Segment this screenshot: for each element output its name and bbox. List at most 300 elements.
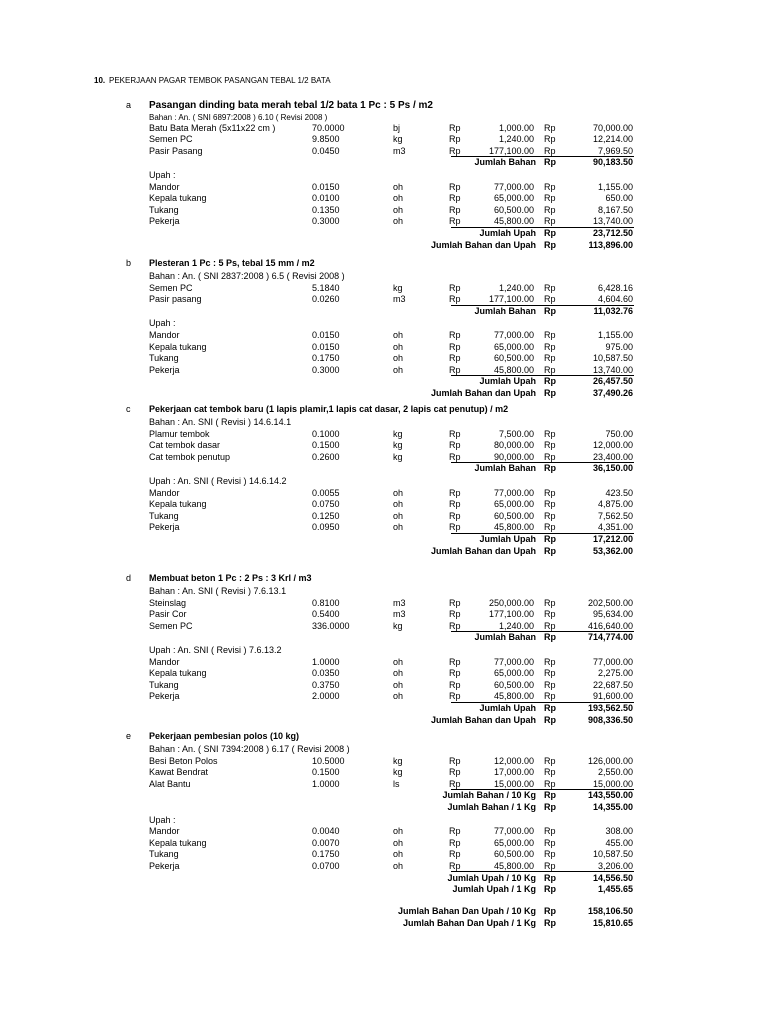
item-total: 975.00 (605, 341, 633, 352)
item-unit-price: 60,500.00 (493, 510, 534, 521)
bahan-reference: Bahan : An. ( SNI 2837:2008 ) 6.5 ( Revisi 2008 ) (149, 270, 345, 281)
total-label: Jumlah Bahan Dan Upah / 10 Kg (397, 906, 536, 917)
total-currency: Rp (544, 463, 556, 474)
total-value: 193,562.50 (587, 702, 633, 713)
item-name: Pekerja (149, 860, 180, 871)
total-currency: Rp (544, 227, 556, 238)
item-total-currency: Rp (544, 451, 556, 462)
item-coefficient: 0.3000 (312, 216, 340, 227)
item-total-currency: Rp (544, 341, 556, 352)
total-currency: Rp (544, 239, 556, 250)
item-currency: Rp (449, 353, 461, 364)
item-total: 12,214.00 (592, 134, 633, 145)
total-currency: Rp (544, 387, 556, 398)
item-total: 202,500.00 (587, 597, 633, 608)
item-unit: oh (393, 499, 404, 510)
item-coefficient: 0.0700 (312, 860, 340, 871)
section-letter: c (126, 404, 131, 414)
item-name: Pekerja (149, 522, 180, 533)
total-label: Jumlah Bahan / 1 Kg (447, 801, 536, 812)
upah-reference: Upah : An. SNI ( Revisi ) 14.6.14.2 (149, 475, 287, 486)
item-unit-price: 1,240.00 (498, 282, 534, 293)
item-currency: Rp (449, 755, 461, 766)
total-label: Jumlah Upah / 10 Kg (447, 872, 536, 883)
item-unit: m3 (393, 597, 406, 608)
item-coefficient: 0.3750 (312, 679, 340, 690)
item-coefficient: 0.5400 (312, 609, 340, 620)
item-unit: oh (393, 522, 404, 533)
item-total-currency: Rp (544, 691, 556, 702)
item-total: 4,351.00 (597, 522, 633, 533)
item-currency: Rp (449, 294, 461, 305)
item-currency: Rp (449, 329, 461, 340)
item-total-currency: Rp (544, 204, 556, 215)
item-name: Tukang (149, 849, 179, 860)
item-coefficient: 0.0150 (312, 329, 340, 340)
item-coefficient: 0.2600 (312, 451, 340, 462)
total-label: Jumlah Bahan (474, 632, 536, 643)
item-unit: oh (393, 181, 404, 192)
total-value: 17,212.00 (592, 533, 633, 544)
item-total: 423.50 (605, 487, 633, 498)
section-letter: d (126, 573, 132, 583)
bahan-reference: Bahan : An. ( SNI 6897:2008 ) 6.10 ( Revisi 2008 ) (149, 113, 328, 122)
total-currency: Rp (544, 305, 556, 316)
item-coefficient: 0.0950 (312, 522, 340, 533)
total-currency: Rp (544, 632, 556, 643)
item-name: Mandor (149, 329, 180, 340)
total-label: Jumlah Upah (479, 376, 536, 387)
item-name: Pasir Cor (149, 609, 187, 620)
item-coefficient: 1.0000 (312, 778, 340, 789)
doc-title: PEKERJAAN PAGAR TEMBOK PASANGAN TEBAL 1/2 BATA (109, 76, 331, 85)
item-total: 308.00 (605, 826, 633, 837)
item-currency: Rp (449, 216, 461, 227)
item-coefficient: 70.0000 (312, 122, 345, 133)
item-unit-price: 45,800.00 (493, 860, 534, 871)
item-total-currency: Rp (544, 353, 556, 364)
item-unit: kg (393, 620, 403, 631)
item-unit-price: 65,000.00 (493, 341, 534, 352)
item-total-currency: Rp (544, 428, 556, 439)
item-coefficient: 0.0750 (312, 499, 340, 510)
item-name: Pekerja (149, 216, 180, 227)
bahan-reference: Bahan : An. SNI ( Revisi ) 14.6.14.1 (149, 416, 292, 427)
item-total-currency: Rp (544, 487, 556, 498)
item-unit: kg (393, 451, 403, 462)
item-unit-price: 17,000.00 (493, 767, 534, 778)
item-currency: Rp (449, 679, 461, 690)
item-coefficient: 0.1250 (312, 510, 340, 521)
total-label: Jumlah Upah (479, 533, 536, 544)
item-total: 10,587.50 (592, 353, 633, 364)
section-letter: e (126, 731, 132, 741)
item-coefficient: 0.0350 (312, 668, 340, 679)
item-unit-price: 1,240.00 (498, 620, 534, 631)
total-value: 158,106.50 (587, 906, 633, 917)
item-unit: oh (393, 353, 404, 364)
item-unit: m3 (393, 145, 406, 156)
total-label: Jumlah Bahan (474, 305, 536, 316)
item-unit: kg (393, 134, 403, 145)
total-value: 908,336.50 (587, 714, 633, 725)
total-currency: Rp (544, 533, 556, 544)
item-total-currency: Rp (544, 668, 556, 679)
item-total: 650.00 (605, 193, 633, 204)
item-coefficient: 0.1750 (312, 849, 340, 860)
item-unit-price: 77,000.00 (493, 329, 534, 340)
item-name: Tukang (149, 353, 179, 364)
total-label: Jumlah Bahan / 10 Kg (442, 790, 536, 801)
item-total-currency: Rp (544, 499, 556, 510)
item-coefficient: 0.0100 (312, 193, 340, 204)
item-unit-price: 65,000.00 (493, 499, 534, 510)
item-coefficient: 0.3000 (312, 364, 340, 375)
total-label: Jumlah Bahan dan Upah (430, 545, 536, 556)
item-total: 91,600.00 (592, 691, 633, 702)
upah-reference: Upah : (149, 169, 176, 180)
item-total-currency: Rp (544, 134, 556, 145)
total-label: Jumlah Bahan Dan Upah / 1 Kg (402, 917, 536, 928)
total-currency: Rp (544, 801, 556, 812)
item-unit: oh (393, 487, 404, 498)
item-currency: Rp (449, 122, 461, 133)
item-name: Besi Beton Polos (149, 755, 218, 766)
item-unit: oh (393, 691, 404, 702)
item-coefficient: 5.1840 (312, 282, 340, 293)
item-total-currency: Rp (544, 193, 556, 204)
item-unit: oh (393, 204, 404, 215)
item-total: 416,640.00 (587, 620, 633, 631)
item-currency: Rp (449, 778, 461, 789)
item-unit: oh (393, 341, 404, 352)
total-value: 11,032.76 (593, 305, 633, 316)
item-name: Pasir Pasang (149, 145, 203, 156)
item-coefficient: 0.0150 (312, 181, 340, 192)
item-name: Pasir pasang (149, 294, 202, 305)
item-total-currency: Rp (544, 440, 556, 451)
item-total-currency: Rp (544, 329, 556, 340)
item-unit-price: 12,000.00 (493, 755, 534, 766)
item-total: 77,000.00 (592, 656, 633, 667)
item-unit-price: 65,000.00 (493, 837, 534, 848)
item-coefficient: 0.0055 (312, 487, 340, 498)
item-unit: oh (393, 679, 404, 690)
item-total: 4,604.60 (597, 294, 633, 305)
item-currency: Rp (449, 499, 461, 510)
total-value: 26,457.50 (592, 376, 633, 387)
item-total: 22,687.50 (592, 679, 633, 690)
item-unit: oh (393, 668, 404, 679)
item-name: Kepala tukang (149, 193, 207, 204)
item-unit-price: 90,000.00 (493, 451, 534, 462)
item-name: Pekerja (149, 691, 180, 702)
total-value: 23,712.50 (592, 227, 633, 238)
total-currency: Rp (544, 884, 556, 895)
item-unit-price: 60,500.00 (493, 679, 534, 690)
item-total-currency: Rp (544, 679, 556, 690)
item-coefficient: 0.8100 (312, 597, 340, 608)
item-total: 12,000.00 (592, 440, 633, 451)
item-currency: Rp (449, 656, 461, 667)
upah-reference: Upah : (149, 814, 176, 825)
item-currency: Rp (449, 134, 461, 145)
item-currency: Rp (449, 181, 461, 192)
bahan-reference: Bahan : An. ( SNI 7394:2008 ) 6.17 ( Revisi 2008 ) (149, 743, 350, 754)
item-unit: oh (393, 193, 404, 204)
item-total-currency: Rp (544, 294, 556, 305)
item-coefficient: 0.0070 (312, 837, 340, 848)
item-currency: Rp (449, 826, 461, 837)
section-title: Pekerjaan pembesian polos (10 kg) (149, 731, 300, 741)
total-value: 15,810.65 (592, 917, 633, 928)
total-value: 143,550.00 (587, 790, 633, 801)
item-unit: kg (393, 755, 403, 766)
upah-reference: Upah : (149, 318, 176, 329)
item-currency: Rp (449, 193, 461, 204)
item-total-currency: Rp (544, 860, 556, 871)
total-label: Jumlah Bahan (474, 463, 536, 474)
total-label: Jumlah Upah (479, 227, 536, 238)
item-name: Kepala tukang (149, 499, 207, 510)
item-unit: oh (393, 849, 404, 860)
item-unit-price: 60,500.00 (493, 204, 534, 215)
item-currency: Rp (449, 341, 461, 352)
item-unit: m3 (393, 294, 406, 305)
item-total: 2,550.00 (597, 767, 633, 778)
item-name: Mandor (149, 181, 180, 192)
item-currency: Rp (449, 522, 461, 533)
item-total-currency: Rp (544, 609, 556, 620)
total-currency: Rp (544, 917, 556, 928)
item-total: 7,562.50 (597, 510, 633, 521)
section-letter: b (126, 258, 132, 268)
item-total: 15,000.00 (592, 778, 633, 789)
item-total-currency: Rp (544, 510, 556, 521)
item-name: Tukang (149, 510, 179, 521)
item-name: Kepala tukang (149, 668, 207, 679)
item-unit-price: 45,800.00 (493, 216, 534, 227)
item-coefficient: 0.1750 (312, 353, 340, 364)
item-unit: ls (393, 778, 400, 789)
item-unit-price: 45,800.00 (493, 522, 534, 533)
total-value: 37,490.26 (592, 387, 633, 398)
item-total-currency: Rp (544, 364, 556, 375)
item-unit: oh (393, 329, 404, 340)
item-coefficient: 1.0000 (312, 656, 340, 667)
item-coefficient: 0.0040 (312, 826, 340, 837)
item-unit-price: 177,100.00 (488, 294, 534, 305)
item-coefficient: 10.5000 (312, 755, 345, 766)
item-unit-price: 1,000.00 (498, 122, 534, 133)
item-currency: Rp (449, 860, 461, 871)
item-name: Kepala tukang (149, 837, 207, 848)
item-total: 6,428.16 (597, 282, 633, 293)
item-currency: Rp (449, 597, 461, 608)
total-value: 113,896.00 (588, 239, 633, 250)
section-title: Pasangan dinding bata merah tebal 1/2 bata 1 Pc : 5 Ps / m2 (149, 100, 433, 111)
item-unit-price: 45,800.00 (493, 364, 534, 375)
item-name: Mandor (149, 487, 180, 498)
total-value: 14,355.00 (592, 801, 633, 812)
item-total-currency: Rp (544, 522, 556, 533)
item-total: 1,155.00 (597, 181, 633, 192)
total-value: 36,150.00 (592, 463, 633, 474)
item-total-currency: Rp (544, 778, 556, 789)
item-name: Steinslag (149, 597, 187, 608)
item-total: 70,000.00 (592, 122, 633, 133)
item-unit-price: 15,000.00 (493, 778, 534, 789)
total-currency: Rp (544, 872, 556, 883)
total-value: 714,774.00 (587, 632, 633, 643)
item-total-currency: Rp (544, 597, 556, 608)
item-coefficient: 0.1500 (312, 767, 340, 778)
item-currency: Rp (449, 145, 461, 156)
item-unit-price: 77,000.00 (493, 181, 534, 192)
item-currency: Rp (449, 691, 461, 702)
item-name: Semen PC (149, 620, 193, 631)
item-currency: Rp (449, 451, 461, 462)
item-total: 10,587.50 (592, 849, 633, 860)
total-value: 90,183.50 (592, 157, 633, 168)
section-title: Plesteran 1 Pc : 5 Ps, tebal 15 mm / m2 (149, 258, 315, 268)
item-total-currency: Rp (544, 755, 556, 766)
item-total-currency: Rp (544, 837, 556, 848)
item-total: 3,206.00 (597, 860, 633, 871)
item-total: 13,740.00 (592, 216, 633, 227)
item-unit: oh (393, 216, 404, 227)
item-total: 95,634.00 (592, 609, 633, 620)
item-coefficient: 0.1350 (312, 204, 340, 215)
item-total: 1,155.00 (597, 329, 633, 340)
item-currency: Rp (449, 668, 461, 679)
bahan-reference: Bahan : An. SNI ( Revisi ) 7.6.13.1 (149, 585, 287, 596)
item-unit-price: 80,000.00 (493, 440, 534, 451)
total-value: 14,556.50 (592, 872, 633, 883)
total-label: Jumlah Upah (479, 702, 536, 713)
item-unit: oh (393, 826, 404, 837)
item-total-currency: Rp (544, 656, 556, 667)
total-value: 1,455.65 (597, 884, 633, 895)
item-unit: kg (393, 767, 403, 778)
item-total: 23,400.00 (592, 451, 633, 462)
item-name: Batu Bata Merah (5x11x22 cm ) (149, 122, 276, 133)
item-currency: Rp (449, 364, 461, 375)
item-coefficient: 2.0000 (312, 691, 340, 702)
item-unit-price: 77,000.00 (493, 826, 534, 837)
item-coefficient: 0.1500 (312, 440, 340, 451)
item-currency: Rp (449, 440, 461, 451)
item-unit-price: 77,000.00 (493, 656, 534, 667)
item-currency: Rp (449, 487, 461, 498)
item-name: Kepala tukang (149, 341, 207, 352)
item-currency: Rp (449, 282, 461, 293)
item-name: Cat tembok dasar (149, 440, 221, 451)
item-unit-price: 250,000.00 (488, 597, 534, 608)
item-total: 8,167.50 (597, 204, 633, 215)
total-label: Jumlah Upah / 1 Kg (452, 884, 536, 895)
item-total: 4,875.00 (597, 499, 633, 510)
item-total-currency: Rp (544, 145, 556, 156)
item-currency: Rp (449, 204, 461, 215)
item-unit: oh (393, 656, 404, 667)
total-currency: Rp (544, 702, 556, 713)
upah-reference: Upah : An. SNI ( Revisi ) 7.6.13.2 (149, 644, 282, 655)
item-unit-price: 45,800.00 (493, 691, 534, 702)
item-coefficient: 9.8500 (312, 134, 340, 145)
item-total-currency: Rp (544, 849, 556, 860)
item-total-currency: Rp (544, 282, 556, 293)
section-title: Pekerjaan cat tembok baru (1 lapis plamir,1 lapis cat dasar, 2 lapis cat penutup) / m2 (149, 404, 509, 414)
doc-number: 10. (94, 76, 106, 85)
item-name: Cat tembok penutup (149, 451, 231, 462)
item-total-currency: Rp (544, 122, 556, 133)
total-currency: Rp (544, 906, 556, 917)
item-name: Mandor (149, 826, 180, 837)
total-label: Jumlah Bahan dan Upah (430, 239, 536, 250)
total-label: Jumlah Bahan (474, 157, 536, 168)
item-name: Semen PC (149, 282, 193, 293)
total-currency: Rp (544, 790, 556, 801)
item-unit: oh (393, 860, 404, 871)
item-currency: Rp (449, 609, 461, 620)
total-label: Jumlah Bahan dan Upah (430, 387, 536, 398)
item-total: 13,740.00 (592, 364, 633, 375)
item-total-currency: Rp (544, 620, 556, 631)
item-unit: kg (393, 440, 403, 451)
total-label: Jumlah Bahan dan Upah (430, 714, 536, 725)
item-currency: Rp (449, 849, 461, 860)
item-total: 455.00 (605, 837, 633, 848)
item-currency: Rp (449, 620, 461, 631)
item-currency: Rp (449, 428, 461, 439)
item-unit: oh (393, 837, 404, 848)
item-name: Semen PC (149, 134, 193, 145)
item-currency: Rp (449, 767, 461, 778)
item-total-currency: Rp (544, 181, 556, 192)
item-coefficient: 0.0260 (312, 294, 340, 305)
item-total: 126,000.00 (587, 755, 633, 766)
item-name: Tukang (149, 204, 179, 215)
total-currency: Rp (544, 545, 556, 556)
item-unit: bj (393, 122, 401, 133)
item-name: Mandor (149, 656, 180, 667)
item-name: Kawat Bendrat (149, 767, 209, 778)
item-unit: kg (393, 428, 403, 439)
item-total: 2,275.00 (597, 668, 633, 679)
item-unit: oh (393, 364, 404, 375)
item-unit-price: 65,000.00 (493, 193, 534, 204)
item-unit: m3 (393, 609, 406, 620)
item-coefficient: 0.0150 (312, 341, 340, 352)
item-total-currency: Rp (544, 767, 556, 778)
total-currency: Rp (544, 376, 556, 387)
section-title: Membuat beton 1 Pc : 2 Ps : 3 Krl / m3 (149, 573, 312, 583)
item-name: Alat Bantu (149, 778, 191, 789)
item-unit-price: 7,500.00 (498, 428, 534, 439)
item-name: Plamur tembok (149, 428, 210, 439)
item-unit-price: 177,100.00 (488, 145, 534, 156)
item-unit-price: 60,500.00 (493, 353, 534, 364)
item-unit-price: 77,000.00 (493, 487, 534, 498)
total-value: 53,362.00 (592, 545, 633, 556)
item-total-currency: Rp (544, 216, 556, 227)
item-total-currency: Rp (544, 826, 556, 837)
item-unit-price: 60,500.00 (493, 849, 534, 860)
item-currency: Rp (449, 837, 461, 848)
total-currency: Rp (544, 714, 556, 725)
item-unit: kg (393, 282, 403, 293)
